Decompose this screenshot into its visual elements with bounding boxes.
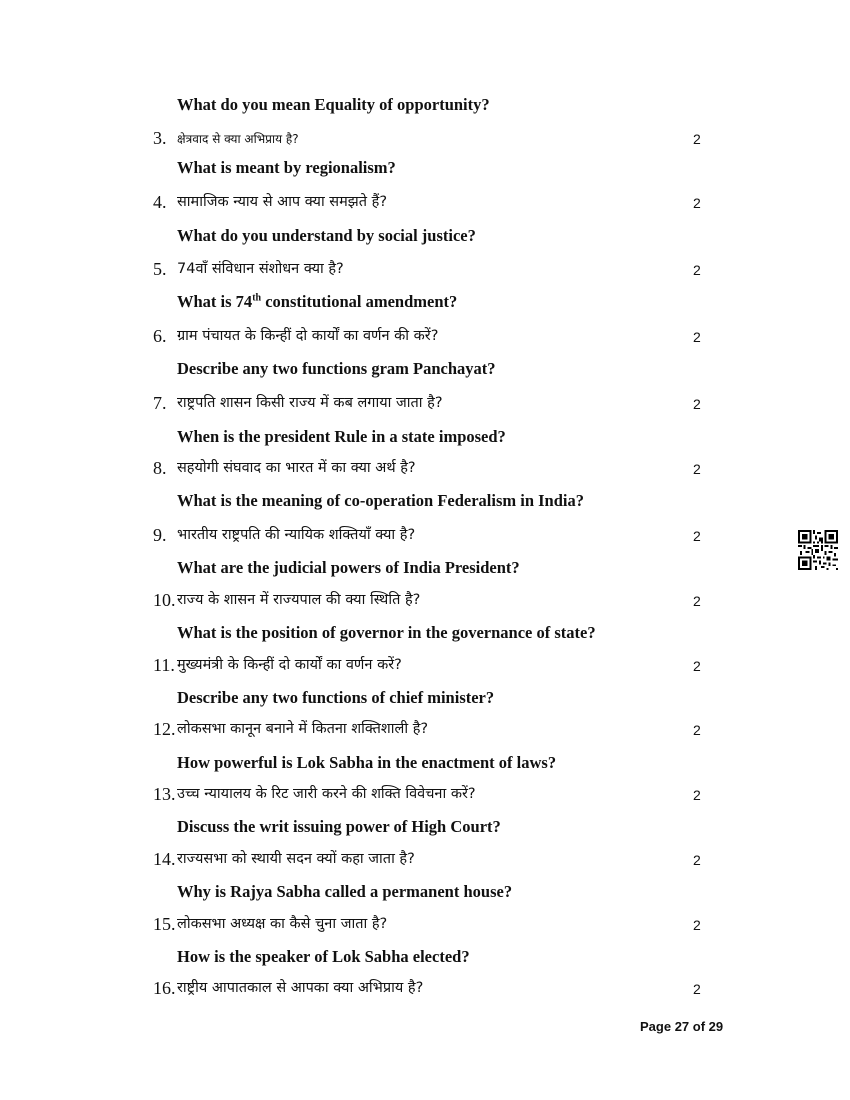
question-hindi: सामाजिक न्याय से आप क्या समझते हैं? [177,194,388,210]
question-12-english: How powerful is Lok Sabha in the enactment of laws? [177,753,557,772]
question-hindi: राज्यसभा को स्थायी सदन क्यों कहा जाता है? [177,851,415,867]
question-hindi: भारतीय राष्ट्रपति की न्यायिक शक्तियाँ क्या है? [177,527,416,543]
question-3-english: What is meant by regionalism? [177,158,396,177]
question-marks: 2 [693,787,701,803]
question-number: 14. [153,849,176,869]
question-marks: 2 [693,262,701,278]
page-number-footer: Page 27 of 29 [640,1019,724,1034]
question-4-english: What do you understand by social justice? [177,226,476,245]
intro-english-question: What do you mean Equality of opportunity? [177,95,490,114]
question-hindi: लोकसभा कानून बनाने में कितना शक्तिशाली है? [177,721,429,737]
question-12 [153,717,713,741]
question-number: 12. [153,719,176,739]
question-number: 5. [153,259,167,279]
question-hindi: ग्राम पंचायत के किन्हीं दो कार्यों का वर्णन की करें? [177,328,439,344]
question-7-english: When is the president Rule in a state imposed? [177,427,506,446]
question-hindi: लोकसभा अध्यक्ष का कैसे चुना जाता है? [177,916,388,932]
question-marks: 2 [693,195,701,211]
question-marks: 2 [693,396,701,412]
question-marks: 2 [693,722,701,738]
question-6 [153,324,713,348]
question-7 [153,391,713,415]
qr-code-icon [798,530,838,570]
question-14 [153,847,713,871]
question-9-english: What are the judicial powers of India President? [177,558,520,577]
question-marks: 2 [693,528,701,544]
question-15-english: How is the speaker of Lok Sabha elected? [177,947,470,966]
question-hindi: राष्ट्रपति शासन किसी राज्य में कब लगाया जाता है? [177,395,443,411]
question-marks: 2 [693,131,701,147]
question-6-english: Describe any two functions gram Panchayat? [177,359,496,378]
question-marks: 2 [693,593,701,609]
question-number: 15. [153,914,176,934]
question-number: 10. [153,590,176,610]
question-10-english: What is the position of governor in the governance of state? [177,623,596,642]
question-number: 4. [153,192,167,212]
question-15 [153,912,713,936]
question-10 [153,588,713,612]
question-hindi: मुख्यमंत्री के किन्हीं दो कार्यों का वर्णन करें? [177,657,402,673]
question-hindi: उच्च न्यायालय के रिट जारी करने की शक्ति विवेचना करें? [177,786,476,802]
question-number: 8. [153,458,167,478]
question-13 [153,782,713,806]
question-3 [153,126,713,150]
question-16 [153,976,713,1000]
question-number: 6. [153,326,167,346]
question-13-english: Discuss the writ issuing power of High Court? [177,817,501,836]
question-8 [153,456,713,480]
question-hindi: राज्य के शासन में राज्यपाल की क्या स्थिति है? [177,592,421,608]
question-marks: 2 [693,981,701,997]
question-marks: 2 [693,461,701,477]
question-9 [153,523,713,547]
question-11 [153,653,713,677]
question-marks: 2 [693,329,701,345]
question-marks: 2 [693,852,701,868]
question-marks: 2 [693,658,701,674]
question-number: 16. [153,978,176,998]
question-marks: 2 [693,917,701,933]
question-number: 11. [153,655,175,675]
question-hindi: सहयोगी संघवाद का भारत में का क्या अर्थ है? [177,460,416,476]
question-number: 7. [153,393,167,413]
question-8-english: What is the meaning of co-operation Federalism in India? [177,491,584,510]
question-14-english: Why is Rajya Sabha called a permanent house? [177,882,513,901]
question-number: 13. [153,784,176,804]
question-5 [153,257,713,281]
question-11-english: Describe any two functions of chief minister? [177,688,495,707]
question-hindi: राष्ट्रीय आपातकाल से आपका क्या अभिप्राय है? [177,980,424,996]
question-number: 3. [153,128,167,148]
question-hindi: 74वॉं संविधान संशोधन क्या है? [177,261,344,277]
question-hindi: क्षेत्रवाद से क्या अभिप्राय है? [177,132,299,146]
question-5-english: What is 74th constitutional amendment? [177,292,458,311]
question-number: 9. [153,525,167,545]
question-4 [153,190,713,214]
